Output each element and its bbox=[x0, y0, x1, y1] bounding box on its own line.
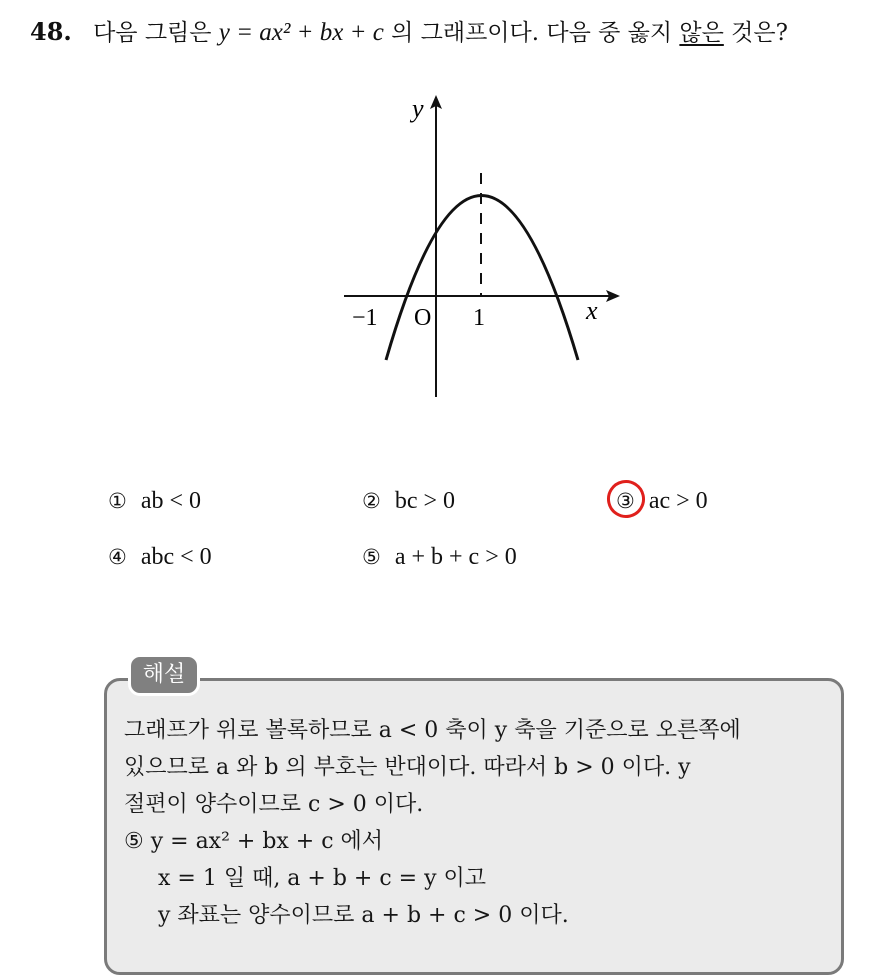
solution-label: 해설 bbox=[128, 654, 200, 696]
choice-4-expression: abc < 0 bbox=[140, 544, 212, 570]
tick-label-one: 1 bbox=[473, 305, 485, 331]
choice-1[interactable] bbox=[108, 488, 201, 515]
answer-circle-mark bbox=[603, 476, 648, 521]
question-equation: y = ax² + bx + c bbox=[218, 19, 384, 46]
choice-1-expression: ab < 0 bbox=[140, 488, 202, 514]
choice-4[interactable] bbox=[108, 544, 212, 571]
question-text-middle: 의 그래프이다. 다음 중 옳지 bbox=[391, 20, 673, 46]
choice-4-number: ④ bbox=[108, 545, 127, 569]
choice-3-number-text: ③ bbox=[616, 489, 635, 513]
choice-2[interactable] bbox=[362, 488, 455, 515]
solution-line-3: 절편이 양수이므로 c > 0 이다. bbox=[124, 792, 424, 817]
parabola-graph bbox=[330, 85, 630, 405]
solution-text bbox=[124, 712, 834, 934]
solution-line-2: 있으므로 a 와 b 의 부호는 반대이다. 따라서 b > 0 이다. y bbox=[124, 755, 691, 780]
choice-5-expression: a + b + c > 0 bbox=[394, 544, 517, 570]
choice-1-number: ① bbox=[108, 489, 127, 513]
choice-3-expression: ac > 0 bbox=[648, 488, 708, 514]
question-number: 48. bbox=[30, 17, 72, 46]
x-axis-label: x bbox=[586, 296, 598, 325]
choice-5[interactable] bbox=[362, 544, 517, 571]
choice-2-expression: bc > 0 bbox=[394, 488, 456, 514]
answer-choices bbox=[108, 480, 808, 600]
choice-5-number: ⑤ bbox=[362, 545, 381, 569]
tick-label-neg-one: −1 bbox=[352, 305, 378, 331]
solution-line-5: x = 1 일 때, a + b + c = y 이고 bbox=[158, 866, 487, 891]
question-underlined-word: 않은 bbox=[679, 20, 724, 46]
question-text-before: 다음 그림은 bbox=[93, 20, 212, 46]
y-axis-label: y bbox=[412, 94, 424, 123]
choice-3[interactable] bbox=[616, 488, 708, 515]
solution-line-1: 그래프가 위로 볼록하므로 a < 0 축이 y 축을 기준으로 오른쪽에 bbox=[124, 718, 741, 743]
choice-3-number bbox=[616, 489, 635, 513]
origin-label: O bbox=[414, 305, 432, 331]
question-text bbox=[30, 14, 870, 47]
solution-line-6: y 좌표는 양수이므로 a + b + c > 0 이다. bbox=[158, 903, 569, 928]
solution-line-4: ⑤ y = ax² + bx + c 에서 bbox=[124, 829, 384, 854]
question-text-after: 것은? bbox=[731, 20, 788, 46]
choice-2-number: ② bbox=[362, 489, 381, 513]
